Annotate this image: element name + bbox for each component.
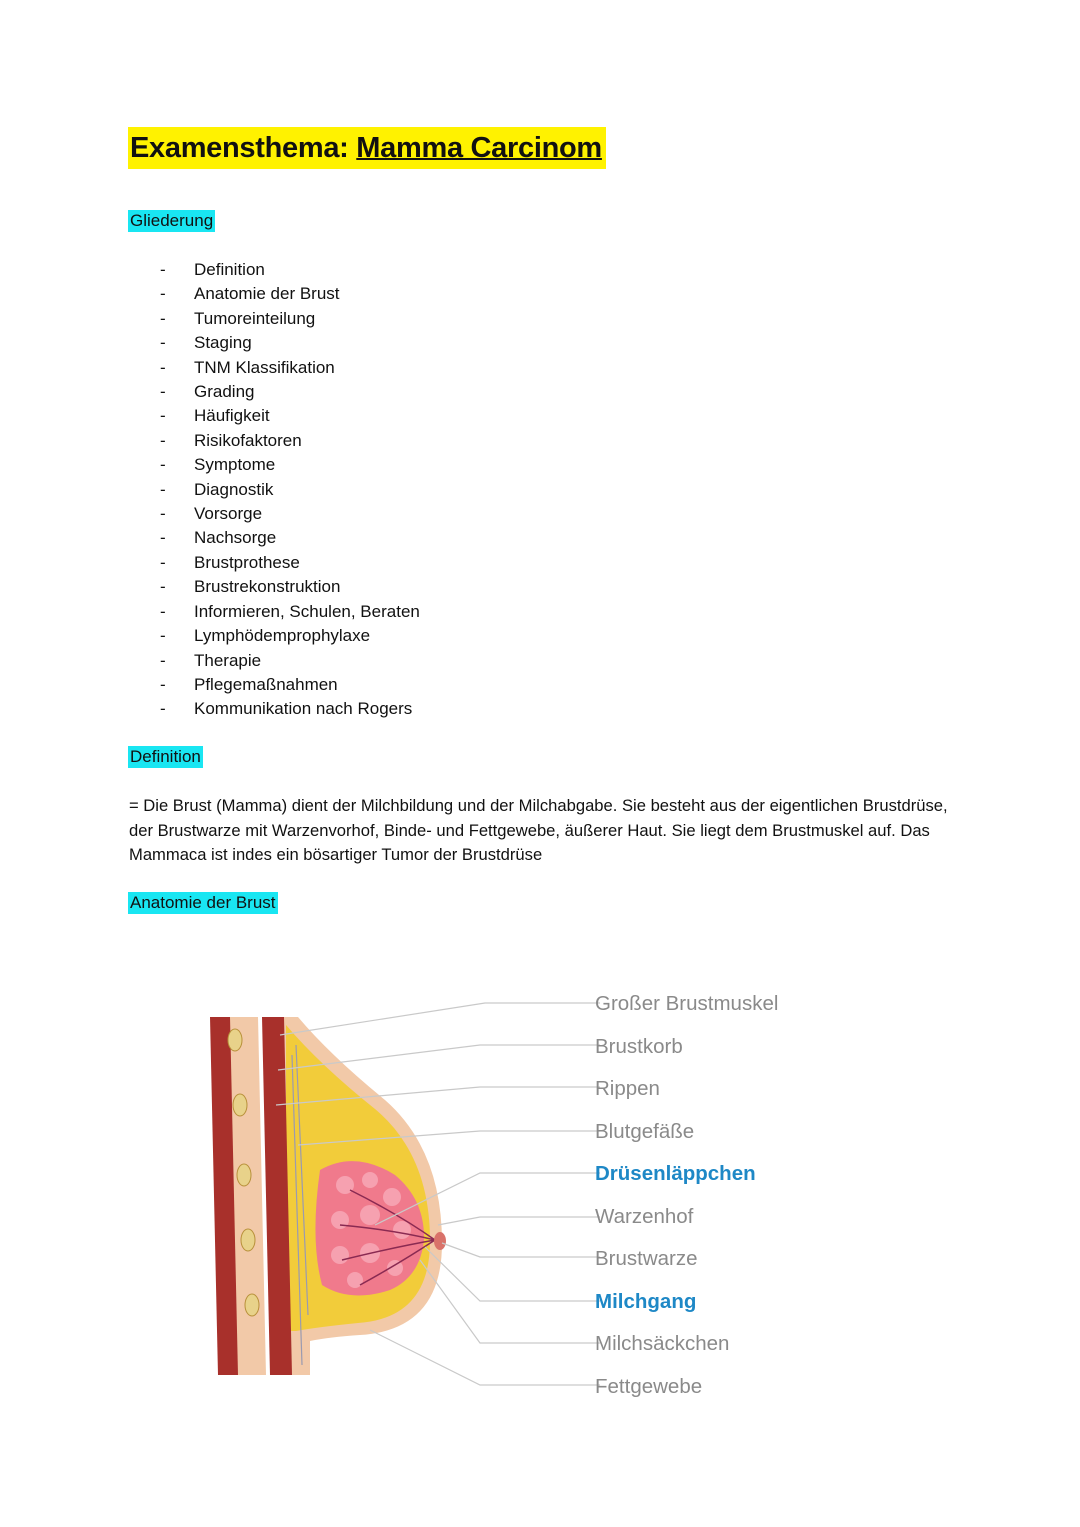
definition-heading: Definition bbox=[130, 747, 201, 766]
list-item: - Staging bbox=[160, 333, 252, 353]
list-item: - Pflegemaßnahmen bbox=[160, 674, 338, 694]
list-item: - Diagnostik bbox=[160, 479, 274, 499]
list-item: - Häufigkeit bbox=[160, 406, 270, 426]
nipple bbox=[434, 1232, 446, 1250]
title-prefix: Examensthema: bbox=[130, 132, 357, 164]
list-item: - Definition bbox=[160, 260, 265, 279]
label-milk-duct: Milchgang bbox=[595, 1290, 697, 1313]
label-ribs: Rippen bbox=[595, 1077, 660, 1100]
label-areola: Warzenhof bbox=[595, 1205, 694, 1228]
label-nipple: Brustwarze bbox=[595, 1247, 698, 1270]
outline-heading: Gliederung bbox=[130, 211, 214, 230]
label-gland-lobules: Drüsenläppchen bbox=[595, 1162, 756, 1185]
list-item: - Tumoreinteilung bbox=[160, 308, 316, 328]
list-item: - Informieren, Schulen, Beraten bbox=[160, 601, 420, 621]
list-item: - Therapie bbox=[160, 650, 262, 670]
list-item: - Brustprothese bbox=[160, 552, 300, 572]
list-item: - Symptome bbox=[160, 455, 276, 475]
page-title bbox=[128, 127, 606, 169]
list-item: - TNM Klassifikation bbox=[160, 357, 335, 377]
list-item: - Grading bbox=[160, 382, 255, 402]
label-fat-tissue: Fettgewebe bbox=[595, 1375, 703, 1398]
anatomy-heading: Anatomie der Brust bbox=[130, 893, 276, 912]
label-milk-sacs: Milchsäckchen bbox=[595, 1332, 730, 1355]
list-item: - Anatomie der Brust bbox=[160, 284, 340, 304]
definition-text: = Die Brust (Mamma) dient der Milchbildung und der Milchabgabe. Sie besteht aus der eigentlichen Brustdrüse, der Brustwarze mit Warzenvorhof, Binde- und Fettgewebe, äußerer Haut. Sie liegt dem Brustmuskel auf. Das Mammaca ist indes ein bösartiger Tumor der Brustdrüse bbox=[129, 796, 948, 864]
label-blood-vessels: Blutgefäße bbox=[595, 1120, 695, 1143]
list-item: - Brustrekonstruktion bbox=[160, 577, 341, 597]
list-item: - Lymphödemprophylaxe bbox=[160, 626, 371, 646]
title-topic: Mamma Carcinom bbox=[356, 132, 602, 164]
list-item: - Risikofaktoren bbox=[160, 430, 302, 450]
list-item: - Vorsorge bbox=[160, 504, 263, 524]
outline-list bbox=[160, 258, 420, 722]
label-rib-cage: Brustkorb bbox=[595, 1035, 683, 1058]
breast-anatomy-illustration bbox=[180, 985, 600, 1405]
label-pectoral-muscle: Großer Brustmuskel bbox=[595, 992, 779, 1015]
list-item: - Nachsorge bbox=[160, 528, 277, 548]
list-item: - Kommunikation nach Rogers bbox=[160, 699, 413, 719]
